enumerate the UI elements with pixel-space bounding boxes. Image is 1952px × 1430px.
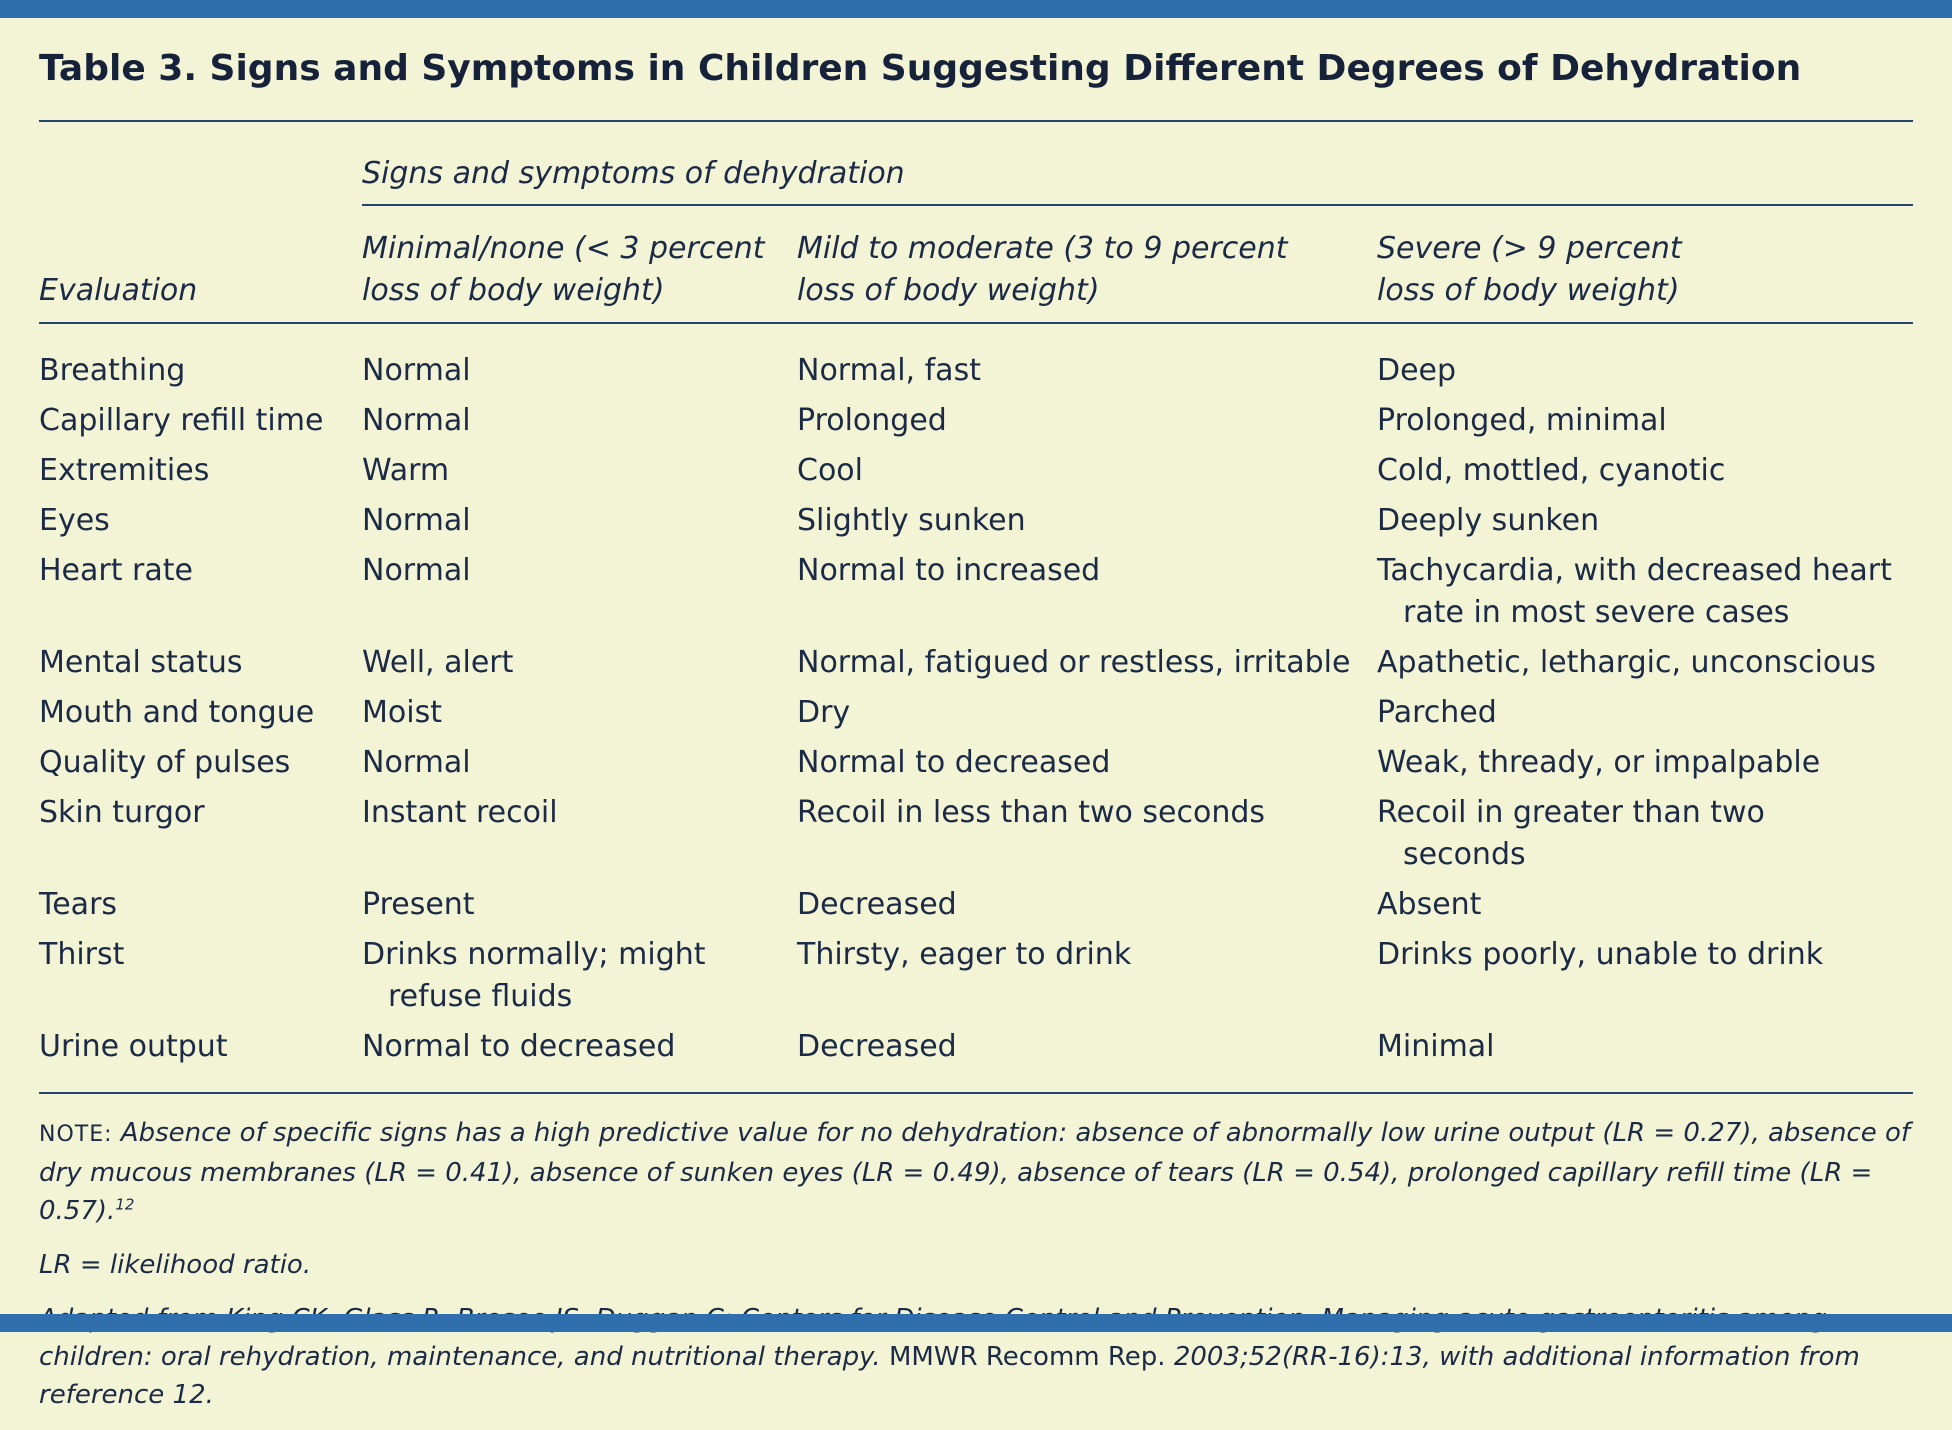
table-row: [39, 788, 1913, 880]
cell-mild: [797, 688, 1377, 738]
cell-evaluation: [39, 788, 362, 880]
cell-minimal-text: Well, alert: [362, 645, 514, 680]
cell-severe: [1377, 880, 1913, 930]
cell-minimal: [362, 788, 797, 880]
group-header-rule: [362, 204, 1913, 206]
cell-evaluation: [39, 880, 362, 930]
cell-severe: [1377, 546, 1913, 638]
cell-evaluation-text: Eyes: [39, 503, 110, 538]
column-header-severe: Severe (> 9 percent loss of body weight): [1377, 231, 1682, 308]
column-header-minimal: Minimal/none (< 3 percent loss of body weight): [362, 231, 765, 308]
cell-evaluation: [39, 1022, 362, 1093]
cell-minimal: [362, 638, 797, 688]
note-text: Absence of specific signs has a high predictive value for no dehydration: absence of abnormally low urine output (LR = 0.27), absence of dry mucous membranes (LR = 0.41), absence of sunken eyes (LR = 0.49), absence of tears (LR = 0.54), prolonged capillary refill time (LR = 0.57).: [39, 1118, 1911, 1226]
cell-mild: [797, 446, 1377, 496]
table-row: [39, 738, 1913, 788]
bottom-color-band: [0, 1314, 1952, 1332]
cell-minimal: [362, 546, 797, 638]
cell-severe-text: Minimal: [1377, 1029, 1495, 1064]
cell-evaluation: [39, 738, 362, 788]
source-journal: MMWR Recomm Rep.: [880, 1342, 1166, 1372]
cell-severe-text: Drinks poorly, unable to drink: [1377, 937, 1824, 972]
cell-minimal: [362, 738, 797, 788]
cell-mild-text: Normal to decreased: [797, 745, 1111, 780]
cell-mild: [797, 638, 1377, 688]
cell-minimal: [362, 930, 797, 1022]
cell-minimal: [362, 396, 797, 446]
cell-minimal-text: Moist: [362, 695, 442, 730]
cell-severe: [1377, 638, 1913, 688]
cell-evaluation-text: Quality of pulses: [39, 745, 291, 780]
note-reference: 12: [115, 1195, 135, 1214]
cell-mild-text: Normal, fatigued or restless, irritable: [797, 645, 1351, 680]
cell-evaluation: [39, 396, 362, 446]
cell-mild: [797, 738, 1377, 788]
cell-evaluation: [39, 688, 362, 738]
cell-mild-text: Decreased: [797, 1029, 957, 1064]
group-header-label: Signs and symptoms of dehydration: [362, 156, 905, 191]
cell-severe: [1377, 1022, 1913, 1093]
cell-mild: [797, 396, 1377, 446]
cell-severe: [1377, 688, 1913, 738]
table-row: [39, 638, 1913, 688]
cell-severe: [1377, 788, 1913, 880]
cell-minimal: [362, 446, 797, 496]
cell-minimal-text: Normal: [362, 503, 471, 538]
cell-severe: [1377, 738, 1913, 788]
cell-minimal-text: Drinks normally; might refuse fluids: [362, 937, 706, 1014]
table-row: [39, 930, 1913, 1022]
table-row: [39, 446, 1913, 496]
cell-mild: [797, 496, 1377, 546]
group-header: [39, 122, 1913, 206]
cell-minimal-text: Normal: [362, 745, 471, 780]
cell-severe-text: Deep: [1377, 353, 1457, 388]
cell-mild-text: Dry: [797, 695, 851, 730]
cell-minimal: [362, 323, 797, 396]
cell-evaluation-text: Extremities: [39, 453, 210, 488]
cell-evaluation-text: Breathing: [39, 353, 186, 388]
column-header-evaluation: Evaluation: [39, 273, 198, 308]
cell-severe-text: Tachycardia, with decreased heart rate in most severe cases: [1377, 553, 1892, 630]
header-row: [39, 206, 1913, 323]
cell-evaluation: [39, 446, 362, 496]
abbreviation-note: LR = likelihood ratio.: [39, 1250, 312, 1280]
cell-severe: [1377, 446, 1913, 496]
cell-mild: [797, 1022, 1377, 1093]
source-citation: children: oral rehydration, maintenance, and nutritional therapy.: [39, 1342, 881, 1372]
cell-severe-text: Prolonged, minimal: [1377, 403, 1667, 438]
cell-evaluation: [39, 496, 362, 546]
table-body: [39, 323, 1913, 1093]
table-row: [39, 880, 1913, 930]
cell-minimal-text: Normal: [362, 353, 471, 388]
table-row: [39, 1022, 1913, 1093]
table-figure: [39, 18, 1913, 1430]
cell-evaluation-text: Thirst: [39, 937, 125, 972]
table-title: Table 3. Signs and Symptoms in Children Suggesting Different Degrees of Dehydration: [39, 48, 1802, 89]
cell-mild-text: Prolonged: [797, 403, 947, 438]
cell-mild-text: Cool: [797, 453, 863, 488]
cell-minimal-text: Present: [362, 887, 475, 922]
cell-severe-text: Recoil in greater than two seconds: [1377, 795, 1765, 872]
note-label: NOTE:: [39, 1122, 113, 1147]
cell-evaluation-text: Mental status: [39, 645, 243, 680]
cell-mild: [797, 546, 1377, 638]
note-paragraph: [39, 1114, 1913, 1230]
cell-evaluation: [39, 930, 362, 1022]
cell-minimal-text: Instant recoil: [362, 795, 558, 830]
cell-minimal-text: Normal: [362, 553, 471, 588]
cell-minimal-text: Normal to decreased: [362, 1029, 676, 1064]
cell-minimal: [362, 880, 797, 930]
cell-evaluation: [39, 546, 362, 638]
cell-minimal: [362, 1022, 797, 1093]
cell-severe-text: Parched: [1377, 695, 1497, 730]
cell-evaluation: [39, 323, 362, 396]
cell-evaluation-text: Heart rate: [39, 553, 193, 588]
cell-severe-text: Absent: [1377, 887, 1482, 922]
cell-severe: [1377, 396, 1913, 446]
cell-mild: [797, 930, 1377, 1022]
column-header-mild: Mild to moderate (3 to 9 percent loss of body weight): [797, 231, 1288, 308]
cell-mild: [797, 323, 1377, 396]
cell-mild-text: Slightly sunken: [797, 503, 1026, 538]
cell-mild-text: Recoil in less than two seconds: [797, 795, 1266, 830]
cell-severe: [1377, 323, 1913, 396]
cell-severe-text: Apathetic, lethargic, unconscious: [1377, 645, 1876, 680]
table-notes: [39, 1114, 1913, 1414]
cell-severe-text: Weak, thready, or impalpable: [1377, 745, 1821, 780]
cell-minimal: [362, 688, 797, 738]
table-row: [39, 546, 1913, 638]
cell-minimal-text: Normal: [362, 403, 471, 438]
cell-severe: [1377, 496, 1913, 546]
cell-mild: [797, 880, 1377, 930]
cell-evaluation-text: Skin turgor: [39, 795, 205, 830]
dehydration-table: [39, 206, 1913, 1094]
cell-evaluation-text: Tears: [39, 887, 118, 922]
cell-evaluation: [39, 638, 362, 688]
table-row: [39, 496, 1913, 546]
cell-severe: [1377, 930, 1913, 1022]
cell-mild-text: Decreased: [797, 887, 957, 922]
cell-mild: [797, 788, 1377, 880]
cell-minimal-text: Warm: [362, 453, 450, 488]
cell-mild-text: Normal, fast: [797, 353, 981, 388]
cell-evaluation-text: Urine output: [39, 1029, 228, 1064]
table-row: [39, 396, 1913, 446]
source-details: 2003;52(RR-16):13, with additional information from reference 12.: [39, 1342, 1860, 1410]
cell-mild-text: Normal to increased: [797, 553, 1101, 588]
top-color-band: [0, 0, 1952, 18]
cell-severe-text: Deeply sunken: [1377, 503, 1600, 538]
cell-minimal: [362, 496, 797, 546]
cell-mild-text: Thirsty, eager to drink: [797, 937, 1132, 972]
cell-evaluation-text: Capillary refill time: [39, 403, 324, 438]
cell-evaluation-text: Mouth and tongue: [39, 695, 315, 730]
cell-severe-text: Cold, mottled, cyanotic: [1377, 453, 1726, 488]
table-row: [39, 323, 1913, 396]
table-row: [39, 688, 1913, 738]
